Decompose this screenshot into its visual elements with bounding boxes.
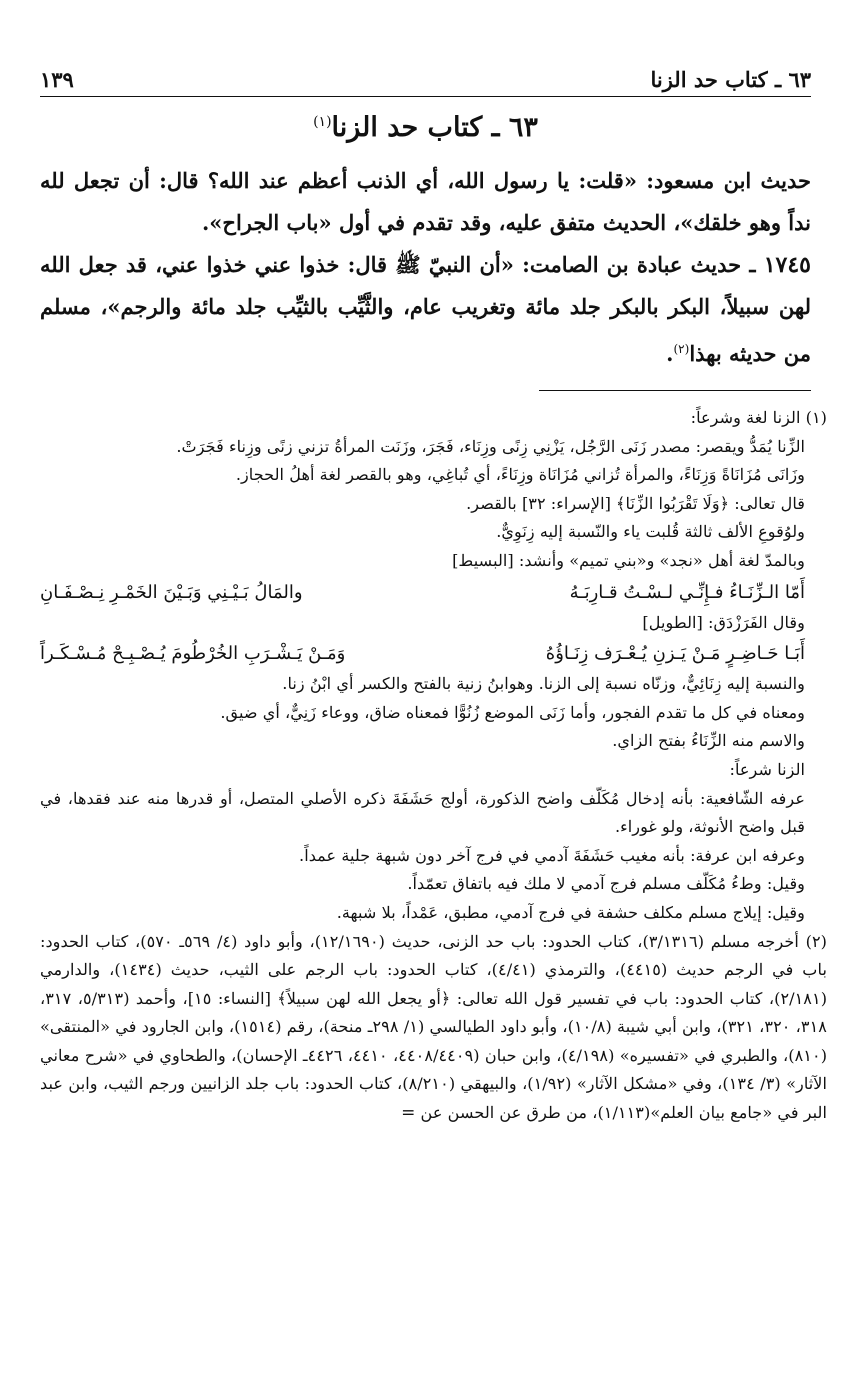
chapter-title-text: ٦٣ ـ كتاب حد الزنا [331, 112, 538, 143]
footnote-2 [40, 928, 827, 1128]
hadith-number: ١٧٤٥ [763, 252, 811, 278]
paragraph-1-text: حديث ابن مسعود: «قلت: يا رسول الله، أي الذنب أعظم عند الله؟ قال: أن تجعل لله نداً وهو خلقك»، الحديث متفق عليه، وقد تقدم في أول «باب الجراح». [40, 168, 811, 235]
footnote-1-line: ومعناه في كل ما تقدم الفجور، وأما زَنَى الموضع زُنُوًّا فمعناه ضاق، ووعاء زَنِيٌّ، أي ضيق. [220, 702, 805, 722]
page-number: ١٣٩ [40, 67, 74, 92]
running-header [40, 62, 811, 92]
continuation-mark: = [401, 1103, 416, 1124]
footnote-1-line: وعرفه ابن عرفة: بأنه مغيب حَشَفَةَ آدمي في فرج آخر دون شبهة جلية عمداً. [299, 845, 805, 865]
footnotes [40, 404, 827, 1128]
footnote-1-line: قال تعالى: ﴿وَلَا تَقْرَبُوا الزِّنَا﴾ [الإسراء: ٣٢] بالقصر. [466, 493, 805, 513]
footnote-1-line: وبالمدّ لغة أهل «نجد» و«بني تميم» وأنشد: [البسيط] [452, 550, 805, 570]
verse-1 [40, 576, 827, 609]
footnote-1-line: ولوُقوعِ الألف ثالثة قُلبت ياء والنّسبة إليه زِنَوِيٌّ. [496, 522, 805, 542]
footnote-1-line: الزنا شرعاً: [729, 759, 805, 779]
paragraph-2-text: ـ حديث عبادة بن الصامت: «أن النبيّ ﷺ قال: خذوا عني خذوا عني، قد جعل الله لهن سبيلاً، البكر بالبكر جلد مائة وتغريب عام، والثَّيِّب بالثيِّب جلد مائة والرجم»، مسلم من حديثه بهذا [40, 252, 811, 366]
footnote-2-text: أخرجه مسلم (٣/١٣١٦)، كتاب الحدود: باب حد الزنى، حديث (١٢/١٦٩٠)، وأبو داود (٤/ ٥٦٩ـ ٥٧٠)، كتاب الحدود: باب في الرجم حديث (٤٤١٥)، والترمذي (٤/٤١)، كتاب الحدود: باب الرجم على الثيب، حديث (١٤٣٤)، والدارمي (٢/١٨١)، كتاب الحدود: باب في تفسير قول الله تعالى: ﴿أو يجعل الله لهن سبيلاً﴾ [النساء: ١٥]، وأحمد (٥/٣١٣، ٣١٧، ٣١٨، ٣٢٠، ٣٢١)، وابن أبي شيبة (١٠/٨)، وأبو داود الطيالسي (١/ ٢٩٨ـ منحة)، رقم (١٥١٤)، وابن الجارود في «المنتقى» (٨١٠)، والطبري في «تفسيره» (٤/١٩٨)، وابن حبان (٤٤٠٨/٤٤٠٩، ٤٤١٠، ٤٤٢٦ـ الإحسان)، والطحاوي في «شرح معاني الآثار» (٣/ ١٣٤)، وفي «مشكل الآثار» (١/٩٢)، والبيهقي (٨/٢١٠)، كتاب الحدود: باب جلد الزانيين ورجم الثيب، وابن عبد البر في «جامع بيان العلم»(١/١١٣)، من طرق عن الحسن عن [40, 931, 828, 1123]
paragraph-ibn-masud [40, 160, 811, 244]
paragraph-2-end: . [666, 341, 674, 366]
verse-1-hemistich-a: أَمّا الـزِّنَـاءُ فـإِنِّـي لـسْـتُ قـارِبَـهُ [569, 581, 805, 603]
chapter-note-marker: (١) [313, 114, 332, 130]
footnote-1-line: والاسم منه الزِّنَاءُ بفتح الزاي. [612, 731, 805, 751]
running-head-section: ٦٣ ـ كتاب حد الزنا [650, 67, 811, 92]
verse-1-hemistich-b: والمَالُ بَـيْـنِي وَبَـيْنَ الخَمْـرِ نِـصْـفَـانِ [40, 581, 303, 603]
footnote-1-line: وقيل: إيلاج مسلم مكلف حشفة في فرج آدمي، مطبق، عَمْداً، بلا شبهة. [336, 902, 805, 922]
verse-2-hemistich-a: أَبَـا حَـاضِـرٍ مَـنْ يَـزنِ يُـعْـرَف زِنَـاؤُهُ [545, 643, 805, 665]
footnote-2-label: (٢) [805, 931, 827, 951]
footnote-rule [539, 390, 811, 391]
footnote-1-label: (١) [805, 408, 827, 427]
footnote-1-line: الزِّنا يُمَدُّ ويقصر: مصدر زَنَى الرَّجُل، يَزْنِي زِنًى وزِنَاء، فَجَرَ، وزَنَت المرأةُ تزني زنًى وزِناء فَجَرَتْ. [176, 436, 805, 456]
footnote-1-line: عرفه الشّافعية: بأنه إدخال مُكَلّف واضح الذكورة، أولج حَشَفَةَ ذكره الأصلي المتصل، أو قدرها منه عند فقدها، في قبل واضح الأنوثة، ولو غوراء. [40, 788, 805, 837]
header-rule [40, 96, 811, 97]
footnote-1-line: وزَانَى مُزَانَاةً وَزِنَاءً، والمرأة تُزاني مُزَانَاة وزِنَاءً، أي تُباغِي، وهو بالقصر لغة أهلُ الحجاز. [235, 465, 805, 485]
footnote-1-line: والنسبة إليه زِنَائِيٌّ، وزنّاه نسبة إلى الزنا. وهوابنُ زنية بالفتح والكسر أي ابْنُ زنا. [282, 674, 805, 694]
footnote-1-heading-text: الزنا لغة وشرعاً: [690, 408, 801, 427]
verse-2-hemistich-b: وَمَـنْ يَـشْـرَبِ الخُرْطُومَ يُـصْـبِـحْ مُـسْـكَـراً [40, 643, 346, 665]
footnote-1-line: وقال الفَرَزْدَق: [الطويل] [642, 612, 805, 632]
footnote-1-line: وقيل: وطءُ مُكَلّف مسلم فرج آدمي لا ملك فيه باتفاق تعمّداً. [407, 874, 805, 894]
paragraph-2-note-marker: (٢) [673, 342, 690, 356]
main-text [40, 160, 811, 375]
paragraph-hadith-1745 [40, 244, 811, 375]
verse-2 [40, 637, 827, 670]
footnote-1-heading [40, 404, 827, 433]
chapter-title [40, 112, 811, 143]
